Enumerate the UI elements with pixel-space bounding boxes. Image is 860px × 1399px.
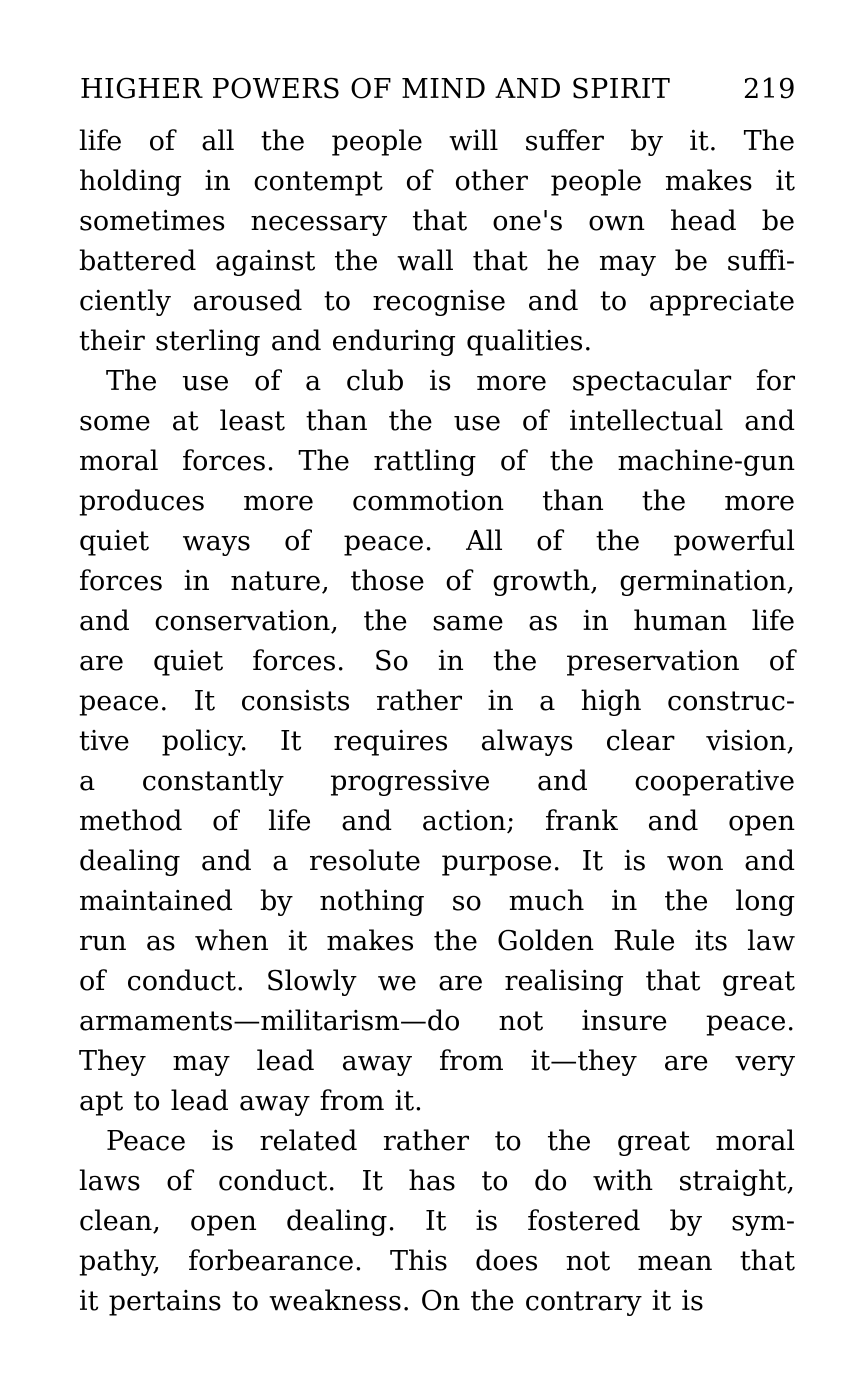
text-line: their sterling and enduring qualities. xyxy=(79,326,593,357)
text-line: The use of a club is more spectacular for xyxy=(106,366,795,397)
text-line: They may lead away from it—they are very xyxy=(79,1046,795,1077)
text-line: clean, open dealing. It is fostered by sym- xyxy=(79,1206,795,1237)
text-line: holding in contempt of other people makes it xyxy=(79,166,795,197)
page-body xyxy=(79,122,795,1322)
text-line: battered against the wall that he may be suffi- xyxy=(79,246,795,277)
text-line: and conservation, the same as in human life xyxy=(79,606,795,637)
text-line: forces in nature, those of growth, germination, xyxy=(79,566,795,597)
paragraph xyxy=(79,362,795,1122)
paragraph xyxy=(79,1122,795,1322)
text-line: laws of conduct. It has to do with straight, xyxy=(79,1166,795,1197)
text-line: moral forces. The rattling of the machine-gun xyxy=(79,446,795,477)
text-line: produces more commotion than the more xyxy=(79,486,795,517)
text-line: dealing and a resolute purpose. It is won and xyxy=(79,846,795,877)
paragraph xyxy=(79,122,795,362)
text-line: maintained by nothing so much in the long xyxy=(79,886,795,917)
text-line: armaments—militarism—do not insure peace. xyxy=(79,1006,795,1037)
text-line: tive policy. It requires always clear vision, xyxy=(79,726,795,757)
running-head xyxy=(80,74,796,105)
text-line: sometimes necessary that one's own head be xyxy=(79,206,795,237)
text-line: method of life and action; frank and open xyxy=(79,806,795,837)
text-line: apt to lead away from it. xyxy=(79,1086,423,1117)
text-line: some at least than the use of intellectual and xyxy=(79,406,795,437)
running-head-title: HIGHER POWERS OF MIND AND SPIRIT xyxy=(80,74,671,105)
text-line: quiet ways of peace. All of the powerful xyxy=(79,526,795,557)
text-line: life of all the people will suffer by it. The xyxy=(79,126,795,157)
text-line: peace. It consists rather in a high construc- xyxy=(79,686,795,717)
text-line: it pertains to weakness. On the contrary it is xyxy=(79,1286,704,1317)
text-line: of conduct. Slowly we are realising that great xyxy=(79,966,795,997)
text-line: ciently aroused to recognise and to appreciate xyxy=(79,286,795,317)
text-line: are quiet forces. So in the preservation of xyxy=(79,646,795,677)
text-line: pathy, forbearance. This does not mean that xyxy=(79,1246,795,1277)
text-line: a constantly progressive and cooperative xyxy=(79,766,795,797)
text-line: Peace is related rather to the great moral xyxy=(106,1126,795,1157)
text-line: run as when it makes the Golden Rule its law xyxy=(79,926,795,957)
page-number: 219 xyxy=(742,74,796,105)
